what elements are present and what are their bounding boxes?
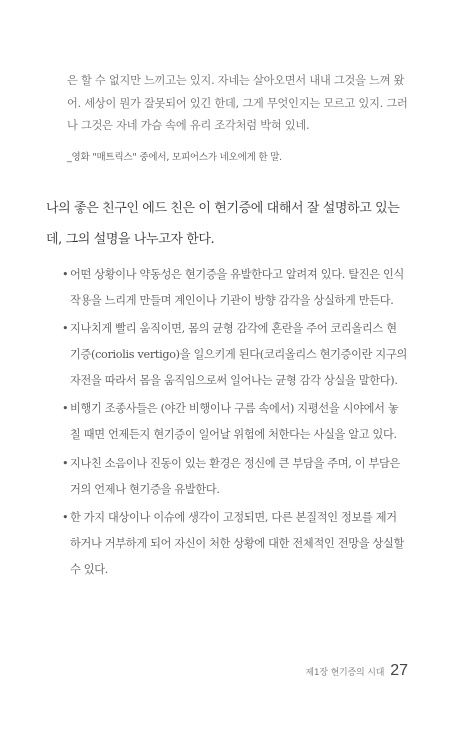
quote-source: _영화 "매트릭스" 중에서, 모피어스가 네오에게 한 말.	[67, 152, 282, 163]
intro-line: 데, 그의 설명을 나누고자 한다.	[46, 232, 215, 247]
quote-line: 은 할 수 없지만 느끼고는 있지. 자네는 살아오면서 내내 그것을 느껴 왔	[67, 74, 405, 87]
quote-block	[67, 70, 412, 138]
list-item: • 비행기 조종사들은 (야간 비행이나 구름 속에서) 지평선을 시야에서 놓칠 때면 언제든지 현기증이 일어날 위험에 처한다는 사실을 알고 있다.	[62, 396, 407, 448]
intro-line: 나의 좋은 친구인 에드 친은 이 현기증에 대해서 잘 설명하고 있는	[46, 201, 400, 216]
quote-line: 어. 세상이 뭔가 잘못되어 있긴 한데, 그게 무엇인지는 모르고 있지. 그러	[67, 96, 408, 110]
quote-line: 나 그것은 자네 가슴 속에 유리 조각처럼 박혀 있네.	[67, 119, 310, 132]
bullet-list	[62, 262, 407, 583]
page-number: 27	[390, 662, 408, 679]
list-item: • 한 가지 대상이나 이슈에 생각이 고정되면, 다른 본질적인 정보를 제거하거나 거부하게 되어 자신이 처한 상황에 대한 전체적인 전망을 상실할 수 있다.	[62, 505, 407, 583]
chapter-title: 제1장 현기증의 시대	[305, 668, 385, 678]
page-footer	[305, 662, 408, 680]
list-item: • 지나친 소음이나 진동이 있는 환경은 정신에 큰 부담을 주며, 이 부담은 거의 언제나 현기증을 유발한다.	[62, 451, 407, 503]
list-item: • 지나치게 빨리 움직이면, 몸의 균형 감각에 혼란을 주어 코리올리스 현기증(coriolis vertigo)을 일으키게 된다(코리올리스 현기증이란 지구의 자전을 따라서 몸을 움직임으로써 일어나는 균형 감각 상실을 말한다).	[62, 316, 407, 394]
list-item: • 어떤 상황이나 약동성은 현기증을 유발한다고 알려져 있다. 탈진은 인식 작용을 느리게 만들며 계인이나 기관이 방향 감각을 상실하게 만든다.	[62, 262, 407, 314]
intro-paragraph	[46, 193, 406, 255]
